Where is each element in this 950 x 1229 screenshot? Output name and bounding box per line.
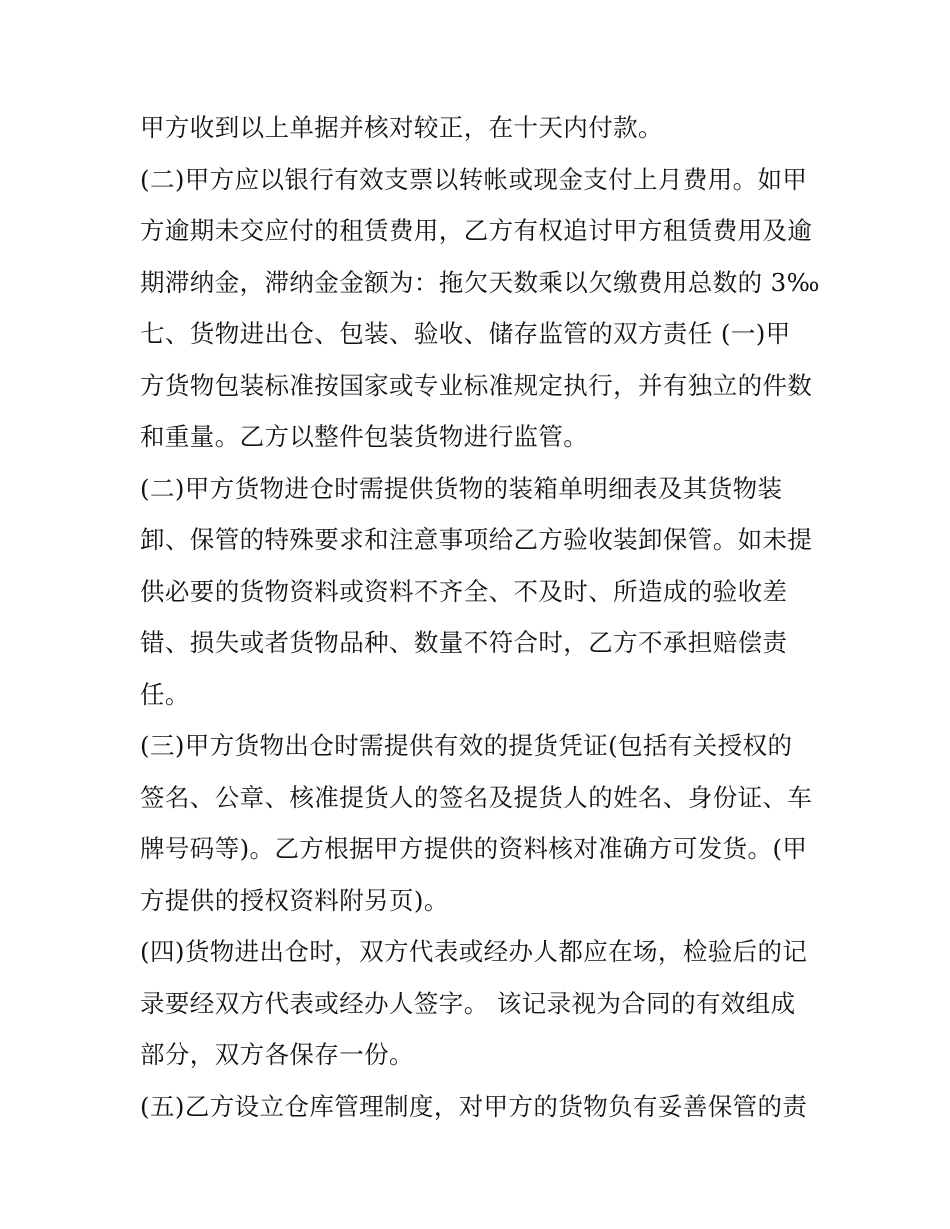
text-line: 供必要的货物资料或资料不齐全、不及时、所造成的验收差 [140,576,788,606]
text-line: 七、货物进出仓、包装、验收、储存监管的双方责任 (一)甲 [140,319,791,348]
text-line: 方提供的授权资料附另页)。 [140,885,449,915]
document-body [140,102,820,1132]
text-line: 甲方收到以上单据并核对较正，在十天内付款。 [140,113,663,142]
text-line: 部分，双方各保存一份。 [140,1040,414,1069]
text-line: (二)甲方货物进仓时需提供货物的装箱单明细表及其货物装 [140,473,783,503]
text-line: 任。 [140,679,190,709]
text-line: 牌号码等)。乙方根据甲方提供的资料核对准确方可发货。(甲 [140,834,808,863]
text-line: 和重量。乙方以整件包装货物进行监管。 [140,422,589,451]
text-line: (四)货物进出仓时，双方代表或经办人都应在场，检验后的记 [140,937,808,966]
text-line: 期滞纳金，滞纳金金额为：拖欠天数乘以欠缴费用总数的 3‰ [140,267,820,297]
text-line: 录要经双方代表或经办人签字。 该记录视为合同的有效组成 [140,988,796,1018]
text-line: 方逾期未交应付的租赁费用，乙方有权追讨甲方租赁费用及逾 [140,216,813,245]
text-line: 错、损失或者货物品种、数量不符合时，乙方不承担赔偿责 [140,628,788,657]
text-line: (三)甲方货物出仓时需提供有效的提货凭证(包括有关授权的 [140,731,793,760]
text-line: (二)甲方应以银行有效支票以转帐或现金支付上月费用。如甲 [140,164,808,194]
text-line: 卸、保管的特殊要求和注意事项给乙方验收装卸保管。如未提 [140,525,813,554]
text-line: (五)乙方设立仓库管理制度，对甲方的货物负有妥善保管的责 [140,1091,808,1121]
text-line: 签名、公章、核准提货人的签名及提货人的姓名、身份证、车 [140,782,813,812]
text-line: 方货物包装标准按国家或专业标准规定执行，并有独立的件数 [140,370,813,400]
